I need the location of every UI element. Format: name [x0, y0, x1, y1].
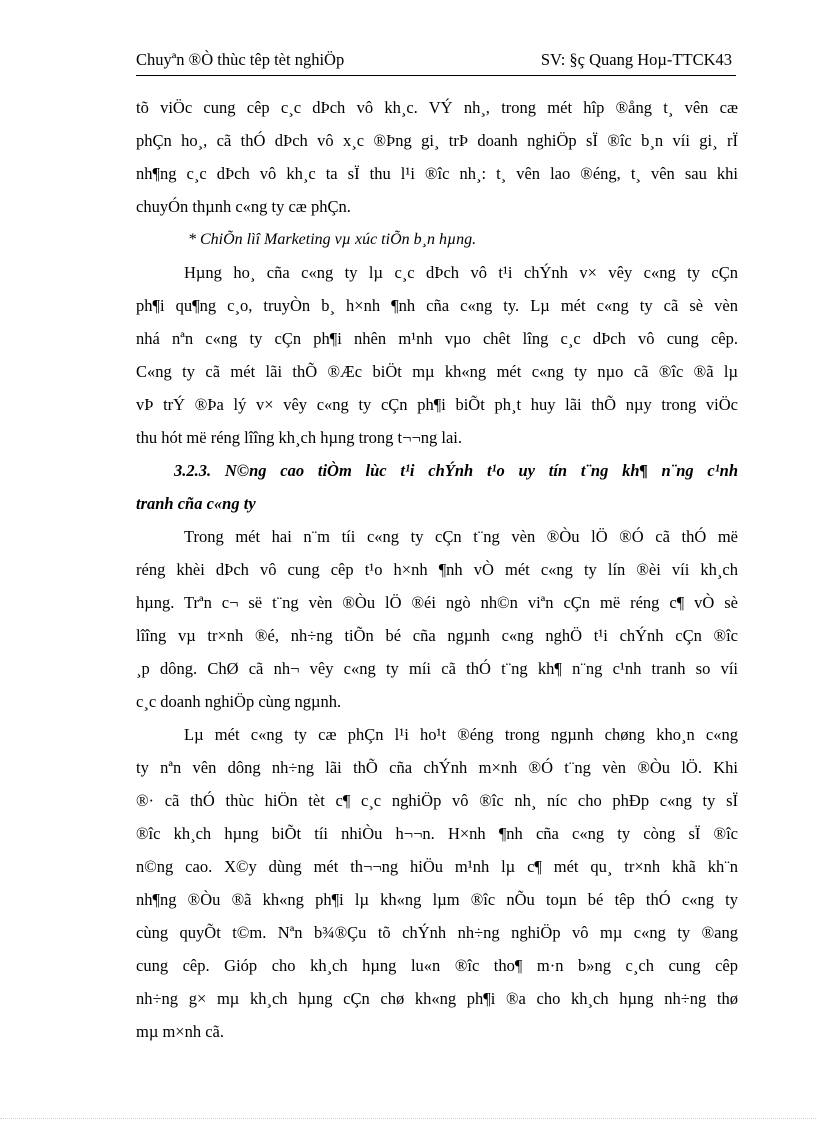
subsection-title: * ChiÕn lìî Marketing vµ xúc tiÕn b¸n hµng.: [188, 231, 477, 248]
heading-line: 3.2.3. N©ng cao tiÒm lùc t¹i chÝnh t¹o uy tín t¨ng kh¶ n¨ng c¹nh: [174, 461, 738, 480]
text-line: mµ m×nh cã.: [136, 1022, 225, 1041]
text-line: cùng quyÕt t©m. Nªn b¾®Çu tõ chÝnh nh÷ng nghiÖp vô mµ c«ng ty ®ang: [136, 923, 738, 942]
header-title: Chuyªn ®Ò thùc têp tèt nghiÖp: [136, 50, 345, 69]
text-line: hµng. Trªn c¬ së t¨ng vèn ®Òu lÖ ®éi ngò nh©n viªn cÇn më réng c¶ vÒ sè: [136, 593, 738, 612]
text-line: cung cêp. Gióp cho kh¸ch hµng lu«n ®îc tho¶ m·n b»ng c¸ch cung cêp: [136, 956, 738, 975]
text-line: lîîng vµ tr×nh ®é, nh÷ng tiÕn bé cña ngµnh c«ng nghÖ t¹i chÝnh cÇn ®îc: [136, 626, 738, 645]
paragraph-2: [136, 256, 738, 454]
section-heading: [136, 454, 738, 520]
text-line: nh¶ng c¸c dÞch vô kh¸c ta sÏ thu l¹i ®îc nh¸: t¸ vên lao ®éng, t¸ vên sau khi: [136, 164, 738, 183]
text-line: ph¶i qu¶ng c¸o, truyÒn b¸ h×nh ¶nh cña c«ng ty. Lµ mét c«ng ty cã sè vèn: [136, 296, 738, 315]
text-line: nh¶ng ®Òu ®ã kh«ng ph¶i lµ kh«ng lµm ®îc nÕu toµn bé têp thÓ c«ng ty: [136, 890, 738, 909]
text-line: nhá nªn c«ng ty cÇn ph¶i nhên m¹nh vµo chêt lîng c¸c dÞch vô cung cêp.: [136, 329, 738, 348]
text-line: vÞ trÝ ®Þa lý v× vêy c«ng ty cÇn ph¶i biÕt ph¸t huy lãi thÕ nµy trong viÖc: [136, 395, 738, 414]
text-line: Trong mét hai n¨m tíi c«ng ty cÇn t¨ng vèn ®Òu lÖ ®Ó cã thÓ më: [184, 527, 738, 546]
text-line: ®îc kh¸ch hµng biÕt tíi nhiÒu h¬¬n. H×nh ¶nh cña c«ng ty còng sÏ ®îc: [136, 824, 738, 843]
text-line: C«ng ty cã mét lãi thÕ ®Æc biÖt mµ kh«ng mét c«ng ty nµo cã ®îc ®ã lµ: [136, 362, 738, 381]
text-line: Lµ mét c«ng ty cæ phÇn l¹i ho¹t ®éng trong ngµnh chøng kho¸n c«ng: [184, 725, 738, 744]
text-line: phÇn ho¸, cã thÓ dÞch vô x¸c ®Þng gi¸ trÞ doanh nghiÖp sÏ ®îc b¸n víi gi¸ rÏ: [136, 131, 738, 150]
header-author: SV: §ç Quang Hoµ-TTCK43: [540, 50, 732, 69]
page-header: [136, 49, 736, 76]
text-line: tõ viÖc cung cêp c¸c dÞch vô kh¸c. VÝ nh¸, trong mét hîp ®ång t¸ vên cæ: [136, 98, 738, 117]
text-line: ®· cã thÓ thùc hiÖn tèt c¶ c¸c nghiÖp vô ®îc nh¸ níc cho phÐp c«ng ty sÏ: [136, 791, 738, 810]
document-body: [136, 91, 738, 1048]
text-line: ty nªn vên dông nh÷ng lãi thÕ cña chÝnh m×nh ®Ó t¨ng vèn ®Òu lÖ. Khi: [136, 758, 738, 777]
text-line: n©ng cao. X©y dùng mét th¬¬ng hiÖu m¹nh lµ c¶ mét qu¸ tr×nh khã kh¨n: [136, 857, 738, 876]
text-line: Hµng ho¸ cña c«ng ty lµ c¸c dÞch vô t¹i chÝnh v× vêy c«ng ty cÇn: [184, 263, 738, 282]
paragraph-4: [136, 718, 738, 1048]
text-line: nh÷ng g× mµ kh¸ch hµng cÇn chø kh«ng ph¶i ®a cho kh¸ch hµng nh÷ng thø: [136, 989, 738, 1008]
text-line: c¸c doanh nghiÖp cùng ngµnh.: [136, 692, 342, 711]
heading-line: tranh cña c«ng ty: [136, 494, 256, 513]
text-line: réng khèi dÞch vô cung cêp t¹o h×nh ¶nh vÒ mét c«ng ty lín ®èi víi kh¸ch: [136, 560, 738, 579]
paragraph-3: [136, 520, 738, 718]
text-line: thu hót më réng lîîng kh¸ch hµng trong t¬¬ng lai.: [136, 428, 462, 447]
paragraph-1: [136, 91, 738, 223]
page-bottom-rule: [0, 1118, 816, 1119]
text-line: chuyÓn thµnh c«ng ty cæ phÇn.: [136, 197, 351, 216]
text-line: ¸p dông. ChØ cã nh¬ vêy c«ng ty míi cã thÓ t¨ng kh¶ n¨ng c¹nh tranh so víi: [136, 659, 738, 678]
